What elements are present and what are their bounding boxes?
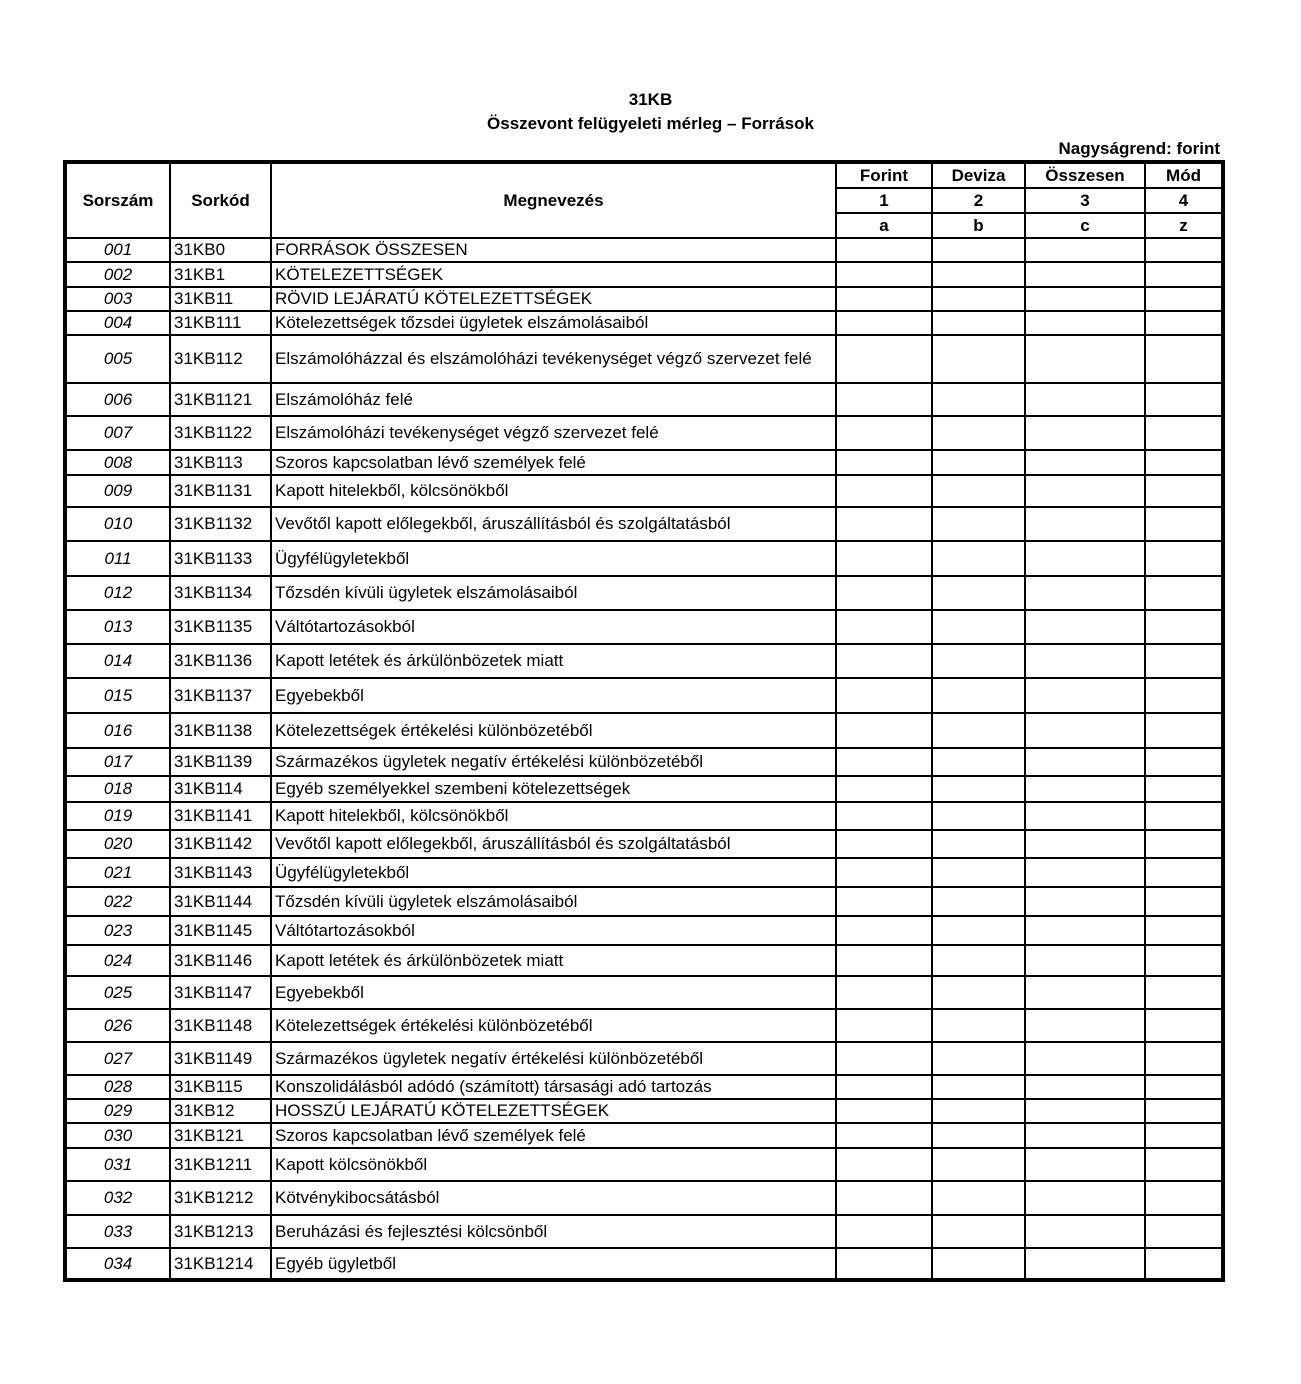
cell-forint[interactable] [836, 678, 932, 713]
cell-forint[interactable] [836, 238, 932, 262]
table-row [65, 776, 1223, 802]
cell-mod[interactable] [1145, 416, 1223, 450]
row-code: 31KB11 [170, 287, 271, 311]
cell-deviza[interactable] [932, 311, 1025, 335]
row-code: 31KB111 [170, 311, 271, 335]
cell-osszesen[interactable] [1025, 678, 1145, 713]
col-header-forint: Forint [836, 162, 932, 188]
cell-mod[interactable] [1145, 1123, 1223, 1148]
cell-forint[interactable] [836, 450, 932, 475]
table-row [65, 748, 1223, 776]
row-seq: 004 [65, 311, 170, 335]
cell-deviza[interactable] [932, 1123, 1025, 1148]
cell-forint[interactable] [836, 802, 932, 830]
row-name: Elszámolóház felé [271, 383, 836, 416]
cell-deviza[interactable] [932, 450, 1025, 475]
row-name: Ügyfélügyletekből [271, 541, 836, 576]
row-code: 31KB1131 [170, 475, 271, 507]
row-code: 31KB113 [170, 450, 271, 475]
table-row [65, 1181, 1223, 1215]
cell-mod[interactable] [1145, 945, 1223, 976]
cell-forint[interactable] [836, 1148, 932, 1181]
cell-forint[interactable] [836, 1123, 932, 1148]
cell-deviza[interactable] [932, 748, 1025, 776]
cell-mod[interactable] [1145, 1215, 1223, 1248]
row-seq: 027 [65, 1042, 170, 1075]
row-seq: 029 [65, 1099, 170, 1123]
cell-forint[interactable] [836, 507, 932, 541]
cell-osszesen[interactable] [1025, 262, 1145, 287]
report-code: 31KB [628, 90, 673, 109]
table-row [65, 416, 1223, 450]
cell-mod[interactable] [1145, 287, 1223, 311]
cell-osszesen[interactable] [1025, 1075, 1145, 1099]
row-seq: 014 [65, 644, 170, 678]
row-seq: 028 [65, 1075, 170, 1099]
cell-mod[interactable] [1145, 262, 1223, 287]
cell-mod[interactable] [1145, 335, 1223, 383]
cell-deviza[interactable] [932, 1148, 1025, 1181]
cell-forint[interactable] [836, 776, 932, 802]
table-header [65, 162, 1223, 238]
row-name: HOSSZÚ LEJÁRATÚ KÖTELEZETTSÉGEK [271, 1099, 836, 1123]
table-row [65, 887, 1223, 916]
table-row [65, 311, 1223, 335]
table-row [65, 976, 1223, 1009]
row-name: Elszámolóházzal és elszámolóházi tevékenységet végző szervezet felé [271, 335, 836, 383]
cell-osszesen[interactable] [1025, 1248, 1145, 1280]
cell-forint[interactable] [836, 1075, 932, 1099]
table-row [65, 1075, 1223, 1099]
table-row [65, 1009, 1223, 1042]
table-row [65, 610, 1223, 644]
row-name: Kapott hitelekből, kölcsönökből [271, 475, 836, 507]
cell-mod[interactable] [1145, 976, 1223, 1009]
cell-deviza[interactable] [932, 576, 1025, 610]
row-seq: 023 [65, 916, 170, 945]
row-seq: 012 [65, 576, 170, 610]
cell-deviza[interactable] [932, 1248, 1025, 1280]
table-row [65, 1123, 1223, 1148]
cell-osszesen[interactable] [1025, 541, 1145, 576]
row-seq: 021 [65, 858, 170, 887]
row-name: Kapott letétek és árkülönbözetek miatt [271, 945, 836, 976]
row-name: Egyéb ügyletből [271, 1248, 836, 1280]
table-row [65, 1042, 1223, 1075]
cell-osszesen[interactable] [1025, 287, 1145, 311]
cell-osszesen[interactable] [1025, 383, 1145, 416]
cell-forint[interactable] [836, 475, 932, 507]
cell-mod[interactable] [1145, 887, 1223, 916]
cell-forint[interactable] [836, 713, 932, 748]
cell-mod[interactable] [1145, 644, 1223, 678]
row-name: RÖVID LEJÁRATÚ KÖTELEZETTSÉGEK [271, 287, 836, 311]
row-code: 31KB1211 [170, 1148, 271, 1181]
cell-osszesen[interactable] [1025, 1123, 1145, 1148]
cell-deviza[interactable] [932, 507, 1025, 541]
cell-osszesen[interactable] [1025, 610, 1145, 644]
row-seq: 033 [65, 1215, 170, 1248]
row-name: Kötelezettségek tőzsdei ügyletek elszámolásaiból [271, 311, 836, 335]
cell-forint[interactable] [836, 976, 932, 1009]
cell-deviza[interactable] [932, 1215, 1025, 1248]
row-name: Vevőtől kapott előlegekből, áruszállításból és szolgáltatásból [271, 830, 836, 858]
cell-deviza[interactable] [932, 945, 1025, 976]
col-letter-b: b [932, 213, 1025, 238]
table-row [65, 644, 1223, 678]
row-seq: 009 [65, 475, 170, 507]
col-num-1: 1 [836, 188, 932, 213]
unit-label: Nagyságrend: forint [1058, 139, 1220, 158]
cell-deviza[interactable] [932, 335, 1025, 383]
row-name: Egyebekből [271, 976, 836, 1009]
row-name: Származékos ügyletek negatív értékelési különbözetéből [271, 748, 836, 776]
row-code: 31KB1142 [170, 830, 271, 858]
row-name: Szoros kapcsolatban lévő személyek felé [271, 1123, 836, 1148]
cell-osszesen[interactable] [1025, 238, 1145, 262]
col-header-mod: Mód [1145, 162, 1223, 188]
row-name: Kötvénykibocsátásból [271, 1181, 836, 1215]
table-row [65, 1215, 1223, 1248]
cell-mod[interactable] [1145, 610, 1223, 644]
cell-mod[interactable] [1145, 916, 1223, 945]
row-seq: 032 [65, 1181, 170, 1215]
cell-forint[interactable] [836, 1009, 932, 1042]
cell-deviza[interactable] [932, 416, 1025, 450]
col-num-3: 3 [1025, 188, 1145, 213]
cell-mod[interactable] [1145, 1181, 1223, 1215]
cell-deviza[interactable] [932, 858, 1025, 887]
table-row [65, 383, 1223, 416]
cell-forint[interactable] [836, 262, 932, 287]
row-name: Szoros kapcsolatban lévő személyek felé [271, 450, 836, 475]
row-code: 31KB1132 [170, 507, 271, 541]
table-row [65, 678, 1223, 713]
cell-deviza[interactable] [932, 713, 1025, 748]
cell-forint[interactable] [836, 383, 932, 416]
row-code: 31KB1121 [170, 383, 271, 416]
row-code: 31KB1146 [170, 945, 271, 976]
cell-mod[interactable] [1145, 858, 1223, 887]
cell-forint[interactable] [836, 1181, 932, 1215]
cell-deviza[interactable] [932, 644, 1025, 678]
cell-deviza[interactable] [932, 475, 1025, 507]
row-seq: 020 [65, 830, 170, 858]
row-seq: 016 [65, 713, 170, 748]
row-name: KÖTELEZETTSÉGEK [271, 262, 836, 287]
cell-osszesen[interactable] [1025, 713, 1145, 748]
row-code: 31KB1212 [170, 1181, 271, 1215]
cell-mod[interactable] [1145, 1148, 1223, 1181]
row-code: 31KB1 [170, 262, 271, 287]
cell-osszesen[interactable] [1025, 335, 1145, 383]
cell-osszesen[interactable] [1025, 507, 1145, 541]
row-seq: 034 [65, 1248, 170, 1280]
col-letter-z: z [1145, 213, 1223, 238]
cell-osszesen[interactable] [1025, 1042, 1145, 1075]
cell-osszesen[interactable] [1025, 475, 1145, 507]
cell-deviza[interactable] [932, 1009, 1025, 1042]
cell-osszesen[interactable] [1025, 1181, 1145, 1215]
row-seq: 011 [65, 541, 170, 576]
cell-forint[interactable] [836, 576, 932, 610]
row-seq: 001 [65, 238, 170, 262]
row-name: Ügyfélügyletekből [271, 858, 836, 887]
cell-mod[interactable] [1145, 507, 1223, 541]
cell-mod[interactable] [1145, 450, 1223, 475]
row-seq: 008 [65, 450, 170, 475]
col-header-seq: Sorszám [65, 162, 170, 238]
cell-forint[interactable] [836, 830, 932, 858]
cell-deviza[interactable] [932, 541, 1025, 576]
row-seq: 019 [65, 802, 170, 830]
row-name: Származékos ügyletek negatív értékelési különbözetéből [271, 1042, 836, 1075]
cell-osszesen[interactable] [1025, 776, 1145, 802]
cell-forint[interactable] [836, 1248, 932, 1280]
row-code: 31KB1137 [170, 678, 271, 713]
cell-forint[interactable] [836, 610, 932, 644]
table-row [65, 335, 1223, 383]
col-letter-c: c [1025, 213, 1145, 238]
col-header-osszesen: Összesen [1025, 162, 1145, 188]
row-seq: 025 [65, 976, 170, 1009]
cell-osszesen[interactable] [1025, 945, 1145, 976]
cell-mod[interactable] [1145, 1248, 1223, 1280]
row-name: Egyebekből [271, 678, 836, 713]
cell-osszesen[interactable] [1025, 748, 1145, 776]
cell-osszesen[interactable] [1025, 416, 1145, 450]
row-code: 31KB1139 [170, 748, 271, 776]
row-code: 31KB12 [170, 1099, 271, 1123]
cell-deviza[interactable] [932, 287, 1025, 311]
table-row [65, 287, 1223, 311]
table-row [65, 830, 1223, 858]
cell-mod[interactable] [1145, 748, 1223, 776]
row-name: Váltótartozásokból [271, 916, 836, 945]
cell-mod[interactable] [1145, 830, 1223, 858]
cell-forint[interactable] [836, 1042, 932, 1075]
row-name: Váltótartozásokból [271, 610, 836, 644]
row-code: 31KB1133 [170, 541, 271, 576]
row-name: Beruházási és fejlesztési kölcsönből [271, 1215, 836, 1248]
cell-osszesen[interactable] [1025, 311, 1145, 335]
cell-forint[interactable] [836, 748, 932, 776]
row-code: 31KB1135 [170, 610, 271, 644]
cell-deviza[interactable] [932, 1042, 1025, 1075]
row-code: 31KB1122 [170, 416, 271, 450]
cell-deviza[interactable] [932, 1099, 1025, 1123]
cell-osszesen[interactable] [1025, 450, 1145, 475]
row-seq: 030 [65, 1123, 170, 1148]
row-name: Vevőtől kapott előlegekből, áruszállításból és szolgáltatásból [271, 507, 836, 541]
cell-forint[interactable] [836, 1215, 932, 1248]
cell-mod[interactable] [1145, 383, 1223, 416]
cell-deviza[interactable] [932, 830, 1025, 858]
report-title: Összevont felügyeleti mérleg – Források [487, 114, 814, 133]
cell-mod[interactable] [1145, 238, 1223, 262]
cell-mod[interactable] [1145, 802, 1223, 830]
row-seq: 018 [65, 776, 170, 802]
row-name: FORRÁSOK ÖSSZESEN [271, 238, 836, 262]
row-seq: 015 [65, 678, 170, 713]
cell-mod[interactable] [1145, 541, 1223, 576]
row-code: 31KB1213 [170, 1215, 271, 1248]
table-row [65, 507, 1223, 541]
col-header-code: Sorkód [170, 162, 271, 238]
row-name: Kapott hitelekből, kölcsönökből [271, 802, 836, 830]
table-row [65, 1148, 1223, 1181]
row-code: 31KB1145 [170, 916, 271, 945]
row-seq: 026 [65, 1009, 170, 1042]
row-name: Egyéb személyekkel szembeni kötelezettségek [271, 776, 836, 802]
row-seq: 017 [65, 748, 170, 776]
col-header-deviza: Deviza [932, 162, 1025, 188]
cell-mod[interactable] [1145, 475, 1223, 507]
row-name: Tőzsdén kívüli ügyletek elszámolásaiból [271, 576, 836, 610]
cell-mod[interactable] [1145, 1099, 1223, 1123]
row-name: Tőzsdén kívüli ügyletek elszámolásaiból [271, 887, 836, 916]
table-row [65, 713, 1223, 748]
cell-osszesen[interactable] [1025, 916, 1145, 945]
row-seq: 002 [65, 262, 170, 287]
cell-deviza[interactable] [932, 976, 1025, 1009]
table-row [65, 450, 1223, 475]
cell-deviza[interactable] [932, 262, 1025, 287]
table-row [65, 238, 1223, 262]
cell-osszesen[interactable] [1025, 1099, 1145, 1123]
table-row [65, 475, 1223, 507]
cell-deviza[interactable] [932, 610, 1025, 644]
table-row [65, 262, 1223, 287]
cell-deviza[interactable] [932, 776, 1025, 802]
row-name: Kapott kölcsönökből [271, 1148, 836, 1181]
row-code: 31KB114 [170, 776, 271, 802]
cell-mod[interactable] [1145, 1009, 1223, 1042]
cell-deviza[interactable] [932, 678, 1025, 713]
cell-forint[interactable] [836, 887, 932, 916]
table-body [65, 238, 1223, 1280]
row-code: 31KB115 [170, 1075, 271, 1099]
row-name: Kötelezettségek értékelési különbözetéből [271, 1009, 836, 1042]
row-code: 31KB1214 [170, 1248, 271, 1280]
row-seq: 031 [65, 1148, 170, 1181]
cell-osszesen[interactable] [1025, 644, 1145, 678]
row-seq: 007 [65, 416, 170, 450]
balance-sheet-table [63, 160, 1225, 1282]
cell-osszesen[interactable] [1025, 1148, 1145, 1181]
row-seq: 003 [65, 287, 170, 311]
cell-osszesen[interactable] [1025, 858, 1145, 887]
row-code: 31KB0 [170, 238, 271, 262]
cell-forint[interactable] [836, 945, 932, 976]
cell-mod[interactable] [1145, 678, 1223, 713]
cell-osszesen[interactable] [1025, 1009, 1145, 1042]
cell-osszesen[interactable] [1025, 887, 1145, 916]
cell-deviza[interactable] [932, 383, 1025, 416]
row-code: 31KB1141 [170, 802, 271, 830]
cell-deviza[interactable] [932, 887, 1025, 916]
row-seq: 010 [65, 507, 170, 541]
cell-forint[interactable] [836, 416, 932, 450]
cell-forint[interactable] [836, 916, 932, 945]
table-row [65, 1248, 1223, 1280]
cell-forint[interactable] [836, 1099, 932, 1123]
table-row [65, 916, 1223, 945]
cell-osszesen[interactable] [1025, 1215, 1145, 1248]
col-header-name: Megnevezés [271, 162, 836, 238]
col-num-2: 2 [932, 188, 1025, 213]
table-row [65, 858, 1223, 887]
row-code: 31KB1138 [170, 713, 271, 748]
row-seq: 024 [65, 945, 170, 976]
cell-mod[interactable] [1145, 1075, 1223, 1099]
cell-forint[interactable] [836, 335, 932, 383]
row-code: 31KB1136 [170, 644, 271, 678]
row-name: Kapott letétek és árkülönbözetek miatt [271, 644, 836, 678]
row-seq: 022 [65, 887, 170, 916]
row-code: 31KB1144 [170, 887, 271, 916]
table-row [65, 1099, 1223, 1123]
row-seq: 005 [65, 335, 170, 383]
cell-forint[interactable] [836, 541, 932, 576]
row-name: Kötelezettségek értékelési különbözetéből [271, 713, 836, 748]
cell-osszesen[interactable] [1025, 830, 1145, 858]
cell-forint[interactable] [836, 311, 932, 335]
row-name: Konszolidálásból adódó (számított) társasági adó tartozás [271, 1075, 836, 1099]
cell-forint[interactable] [836, 858, 932, 887]
table-row [65, 541, 1223, 576]
cell-deviza[interactable] [932, 916, 1025, 945]
cell-osszesen[interactable] [1025, 576, 1145, 610]
row-code: 31KB1149 [170, 1042, 271, 1075]
cell-mod[interactable] [1145, 1042, 1223, 1075]
cell-osszesen[interactable] [1025, 802, 1145, 830]
cell-deviza[interactable] [932, 1075, 1025, 1099]
row-seq: 006 [65, 383, 170, 416]
table-row [65, 576, 1223, 610]
col-num-4: 4 [1145, 188, 1223, 213]
cell-forint[interactable] [836, 644, 932, 678]
row-code: 31KB1143 [170, 858, 271, 887]
row-name: Elszámolóházi tevékenységet végző szervezet felé [271, 416, 836, 450]
cell-deviza[interactable] [932, 238, 1025, 262]
row-code: 31KB121 [170, 1123, 271, 1148]
table-row [65, 945, 1223, 976]
row-code: 31KB1147 [170, 976, 271, 1009]
cell-mod[interactable] [1145, 776, 1223, 802]
row-seq: 013 [65, 610, 170, 644]
table-row [65, 802, 1223, 830]
cell-mod[interactable] [1145, 713, 1223, 748]
row-code: 31KB1134 [170, 576, 271, 610]
cell-forint[interactable] [836, 287, 932, 311]
cell-deviza[interactable] [932, 802, 1025, 830]
cell-osszesen[interactable] [1025, 976, 1145, 1009]
cell-mod[interactable] [1145, 576, 1223, 610]
cell-mod[interactable] [1145, 311, 1223, 335]
col-letter-a: a [836, 213, 932, 238]
cell-deviza[interactable] [932, 1181, 1025, 1215]
row-code: 31KB1148 [170, 1009, 271, 1042]
row-code: 31KB112 [170, 335, 271, 383]
